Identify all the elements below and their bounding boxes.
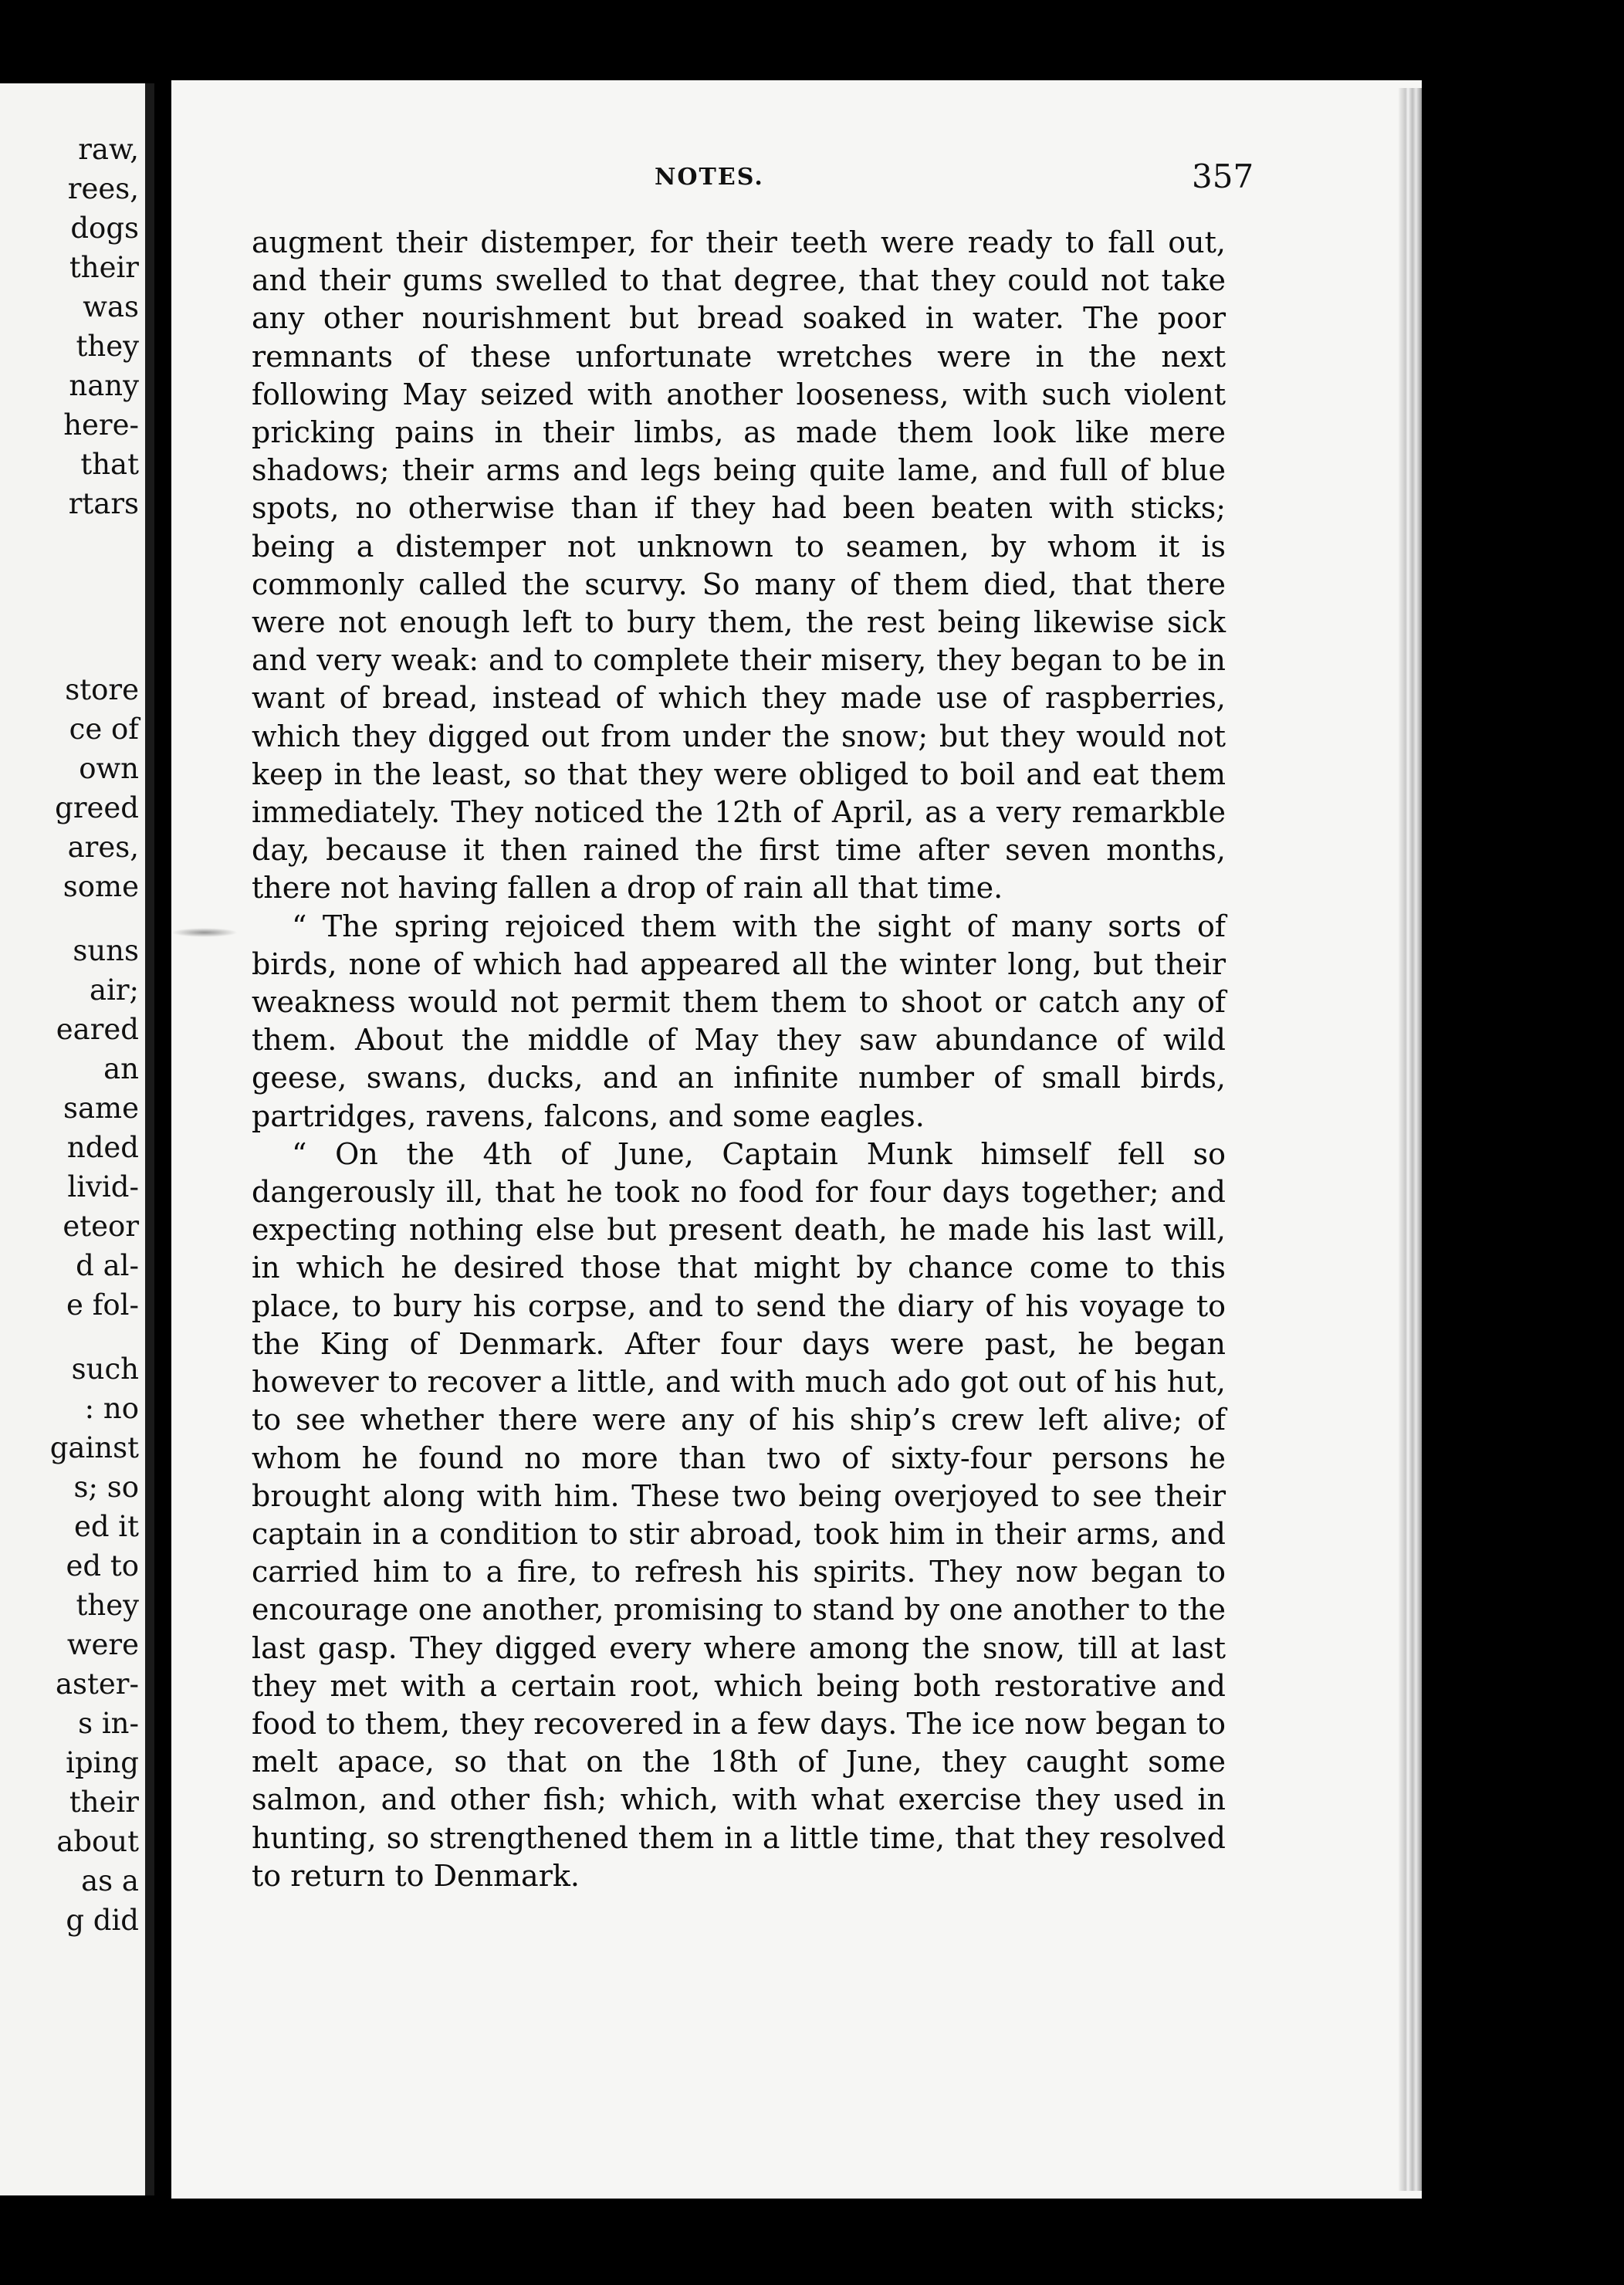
- left-page-fragment: air;: [89, 973, 139, 1007]
- left-facing-page: [0, 83, 154, 2195]
- left-page-fragment: livid-: [67, 1170, 139, 1203]
- left-page-fragment: their: [69, 251, 139, 284]
- left-page-fragment: as a: [81, 1864, 139, 1897]
- left-page-fragment: ares,: [67, 831, 139, 864]
- left-page-fragment: an: [103, 1052, 139, 1085]
- left-page-fragment: eteor: [63, 1210, 139, 1243]
- ink-smudge: [171, 928, 238, 937]
- left-page-fragment: they: [76, 1589, 139, 1622]
- left-page-fragment: some: [63, 870, 139, 903]
- left-page-fragment: suns: [73, 934, 139, 967]
- paragraph-2: “ The spring rejoiced them with the sight of many sorts of birds, none of which had appeared all the winter long, but their weakness would not permit them them to shoot or catch any of them. About the middle of May they saw abundance of wild geese, swans, ducks, and an infinite number of small birds, partridges, ravens, falcons, and some eagles.: [252, 909, 1226, 1133]
- left-page-fragment: such: [71, 1352, 139, 1386]
- left-page-fragment: raw,: [78, 133, 139, 166]
- left-page-fragment: greed: [55, 791, 139, 824]
- running-head: [171, 157, 1422, 202]
- left-page-fragment: that: [80, 448, 139, 481]
- left-page-fragment: were: [66, 1628, 139, 1661]
- left-page-fragment: ed to: [66, 1549, 139, 1583]
- left-page-fragment: eared: [56, 1013, 139, 1046]
- paragraph-3: “ On the 4th of June, Captain Munk himself fell so dangerously ill, that he took no food for four days together; and expecting nothing else but present death, he made his last will, in which he desired those that might by chance come to this place, to bury his corpse, and to send the diary of his voyage to the King of Denmark. After four days were past, he began however to recover a little, and with much ado got out of his hut, to see whether there were any of his ship’s crew left alive; of whom he found no more than two of sixty-four persons he brought along with him. These two being overjoyed to see their captain in a condition to stir abroad, took him in their arms, and carried him to a fire, to refresh his spirits. They now began to encourage one another, promising to stand by one another to the last gasp. They digged every where among the snow, till at last they met with a certain root, which being both restorative and food to them, they recovered in a few days. The ice now began to melt apace, so that on the 18th of June, they caught some salmon, and other fish; which, with what exercise they used in hunting, so strengthened them in a little time, that they resolved to return to Denmark.: [252, 1136, 1226, 1893]
- left-page-fragment: g did: [66, 1904, 139, 1937]
- left-page-fragment: ed it: [73, 1510, 139, 1543]
- paragraph-1: augment their distemper, for their teeth were ready to fall out, and their gums swelled to that degree, that they could not take any other nourishment but bread soaked in water. The poor remnants of these unfortunate wretches were in the next following May seized with another looseness, with such violent pricking pains in their limbs, as made them look like mere shadows; their arms and legs being quite lame, and full of blue spots, no otherwise than if they had been beaten with sticks; being a distemper not unknown to seamen, by whom it is commonly called the scurvy. So many of them died, that there were not enough left to bury them, the rest being likewise sick and very weak: and to complete their misery, they began to be in want of bread, instead of which they made use of raspberries, which they digged out from under the snow; but they would not keep in the least, so that they were obliged to boil and eat them immediately. They noticed the 12th of April, as a very remarkble day, because it then rained the first time after seven months, there not having fallen a drop of rain all that time.: [252, 225, 1226, 906]
- left-page-fragment: dogs: [70, 212, 139, 245]
- left-page-fragment: about: [56, 1825, 139, 1858]
- left-page-fragment: s in-: [78, 1707, 139, 1740]
- left-page-fragment: rtars: [68, 487, 139, 520]
- left-page-fragment: they: [76, 330, 139, 363]
- left-page-fragment: : no: [84, 1392, 139, 1425]
- left-page-fragment: s; so: [73, 1471, 139, 1504]
- left-page-fragment: own: [79, 752, 139, 785]
- page-edges: [1399, 88, 1422, 2191]
- body-text: [252, 224, 1226, 1895]
- left-page-fragment: their: [69, 1786, 139, 1819]
- left-page-fragment: same: [63, 1092, 139, 1125]
- page-gutter: [145, 83, 154, 2195]
- left-page-fragment: e fol-: [66, 1288, 139, 1322]
- left-page-fragment: nany: [69, 369, 139, 402]
- left-page-fragment: was: [83, 290, 139, 323]
- left-page-fragment: nded: [66, 1131, 139, 1164]
- left-page-fragment: store: [65, 673, 139, 706]
- left-page-fragment: aster-: [55, 1667, 139, 1701]
- running-title: NOTES.: [655, 164, 764, 191]
- book-page: [171, 80, 1422, 2199]
- left-page-fragment: rees,: [67, 172, 139, 205]
- left-page-fragment: ce of: [69, 713, 139, 746]
- left-page-fragment: d al-: [76, 1249, 139, 1282]
- left-page-fragment: gainst: [49, 1431, 139, 1464]
- page-number: 357: [1192, 157, 1254, 195]
- left-page-fragment: iping: [66, 1746, 139, 1779]
- left-page-fragment: here-: [63, 408, 139, 442]
- book-spine: [154, 0, 173, 2285]
